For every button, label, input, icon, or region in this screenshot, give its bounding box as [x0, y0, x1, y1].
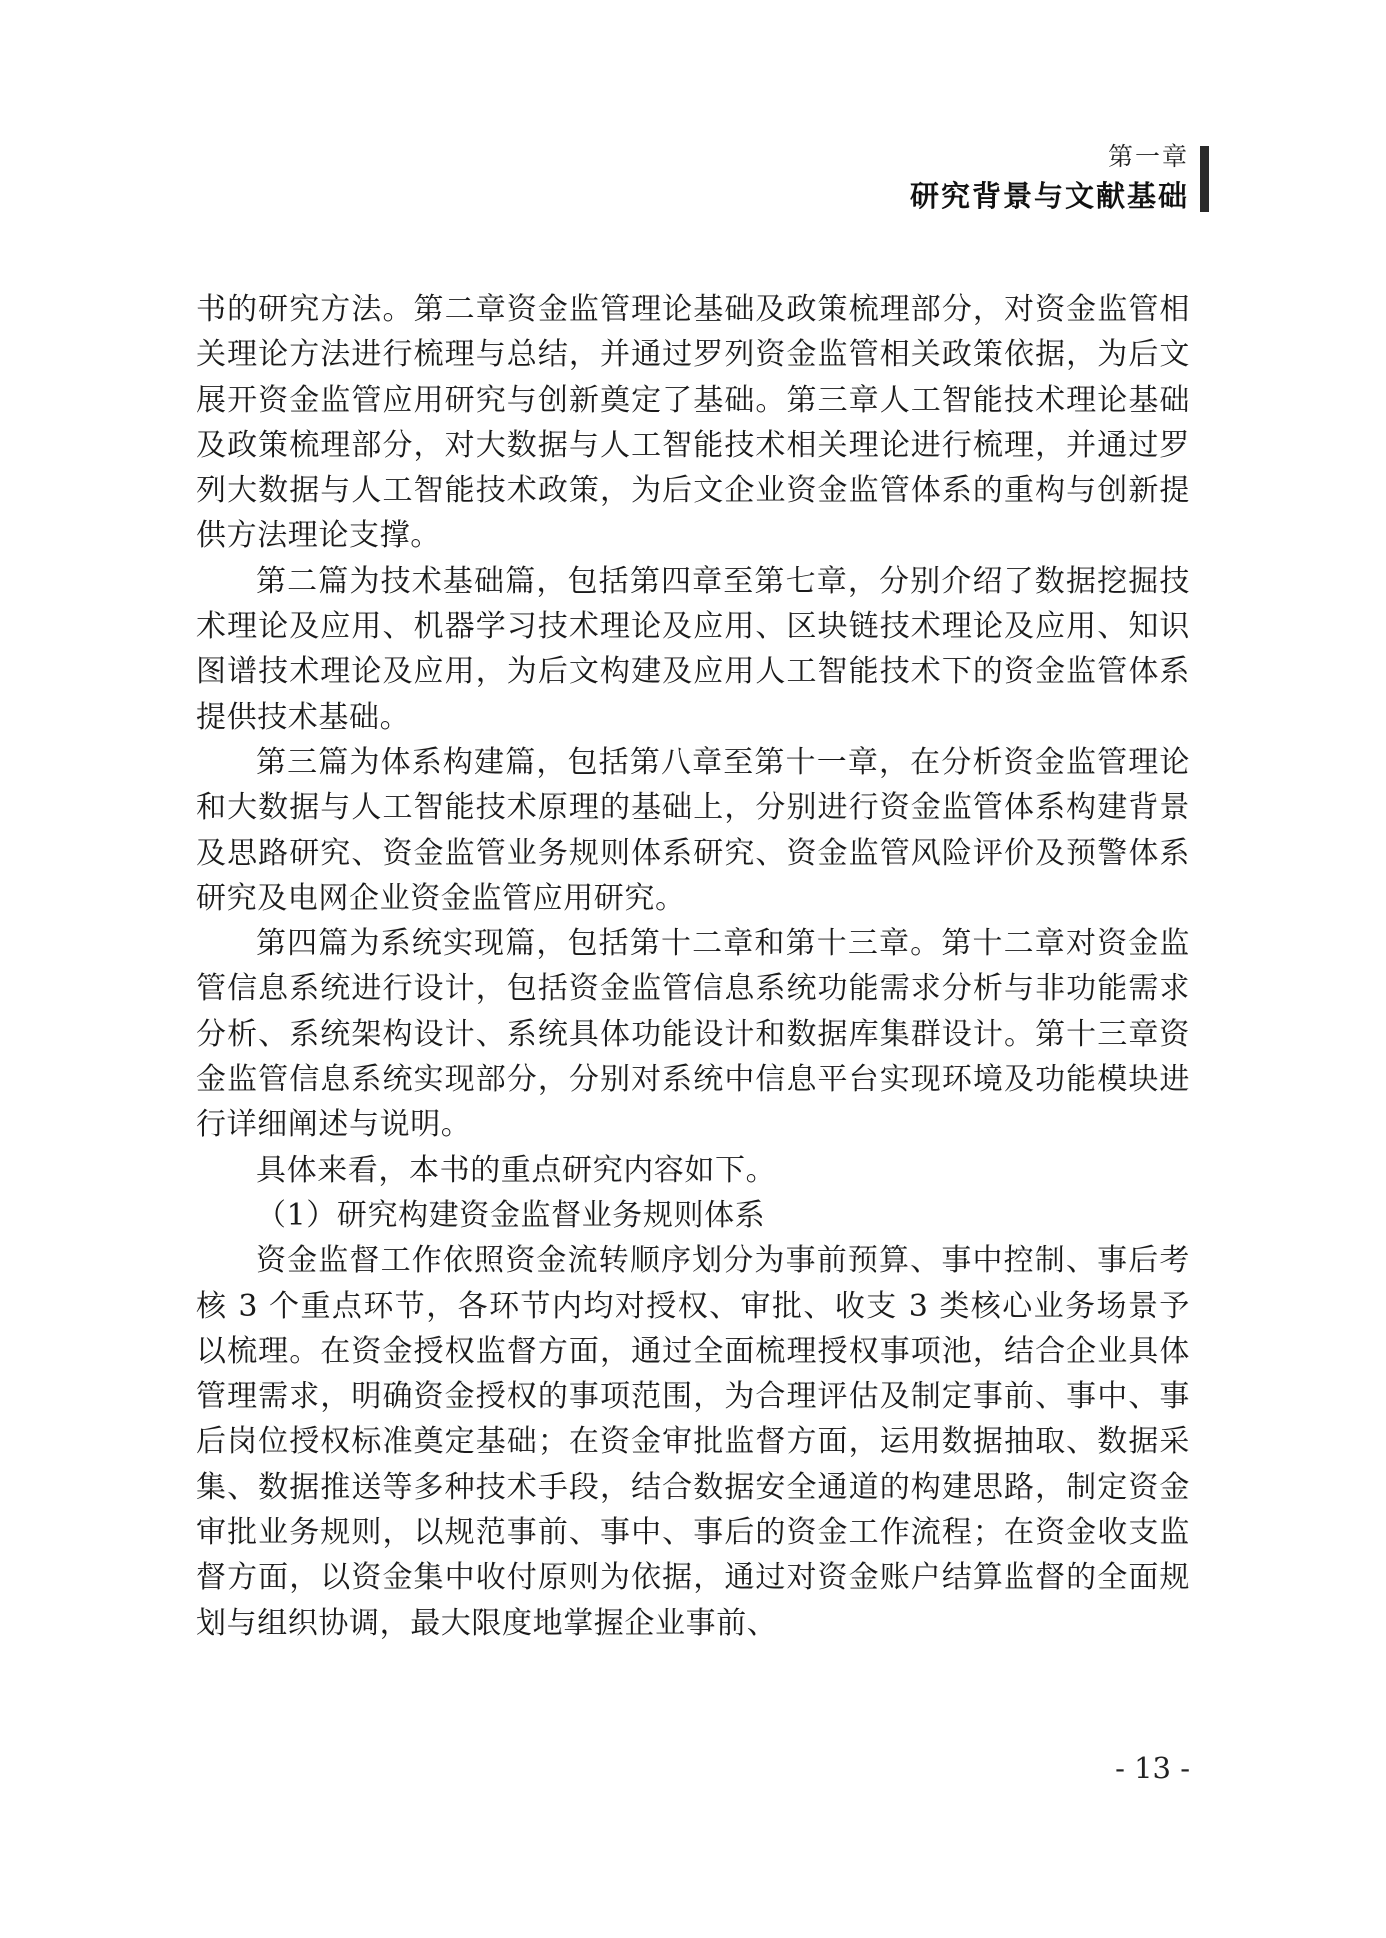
- running-header: [910, 138, 1189, 216]
- paragraph: 第四篇为系统实现篇，包括第十二章和第十三章。第十二章对资金监管信息系统进行设计，包括资金监管信息系统功能需求分析与非功能需求分析、系统架构设计、系统具体功能设计和数据库集群设计。第十三章资金监管信息系统实现部分，分别对系统中信息平台实现环境及功能模块进行详细阐述与说明。: [196, 926, 1190, 1143]
- paragraph: 书的研究方法。第二章资金监管理论基础及政策梳理部分，对资金监管相关理论方法进行梳理与总结，并通过罗列资金监管相关政策依据，为后文展开资金监管应用研究与创新奠定了基础。第三章人工智能技术理论基础及政策梳理部分，对大数据与人工智能技术相关理论进行梳理，并通过罗列大数据与人工智能技术政策，为后文企业资金监管体系的重构与创新提供方法理论支撑。: [196, 292, 1190, 554]
- paragraph: 资金监督工作依照资金流转顺序划分为事前预算、事中控制、事后考核 3 个重点环节，各环节内均对授权、审批、收支 3 类核心业务场景予以梳理。在资金授权监督方面，通过全面梳理授权事项池，结合企业具体管理需求，明确资金授权的事项范围，为合理评估及制定事前、事中、事后岗位授权标准奠定基础；在资金审批监督方面，运用数据抽取、数据采集、数据推送等多种技术手段，结合数据安全通道的构建思路，制定资金审批业务规则，以规范事前、事中、事后的资金工作流程；在资金收支监督方面，以资金集中收付原则为依据，通过对资金账户结算监督的全面规划与组织协调，最大限度地掌握企业事前、: [196, 1243, 1190, 1641]
- header-accent-bar: [1200, 146, 1209, 212]
- body-text: [196, 287, 1190, 1646]
- chapter-title: 研究背景与文献基础: [909, 179, 1189, 213]
- chapter-number: 第一章: [1107, 142, 1189, 171]
- paragraph: 第三篇为体系构建篇，包括第八章至第十一章，在分析资金监管理论和大数据与人工智能技术原理的基础上，分别进行资金监管体系构建背景及思路研究、资金监管业务规则体系研究、资金监管风险评价及预警体系研究及电网企业资金监管应用研究。: [196, 744, 1190, 916]
- paragraph: 具体来看，本书的重点研究内容如下。: [256, 1152, 777, 1188]
- paragraph: 第二篇为技术基础篇，包括第四章至第七章，分别介绍了数据挖掘技术理论及应用、机器学习技术理论及应用、区块链技术理论及应用、知识图谱技术理论及应用，为后文构建及应用人工智能技术下的资金监管体系提供技术基础。: [196, 563, 1190, 735]
- section-heading: （1）研究构建资金监督业务规则体系: [256, 1197, 766, 1233]
- page-number: - 13 -: [1115, 1751, 1190, 1785]
